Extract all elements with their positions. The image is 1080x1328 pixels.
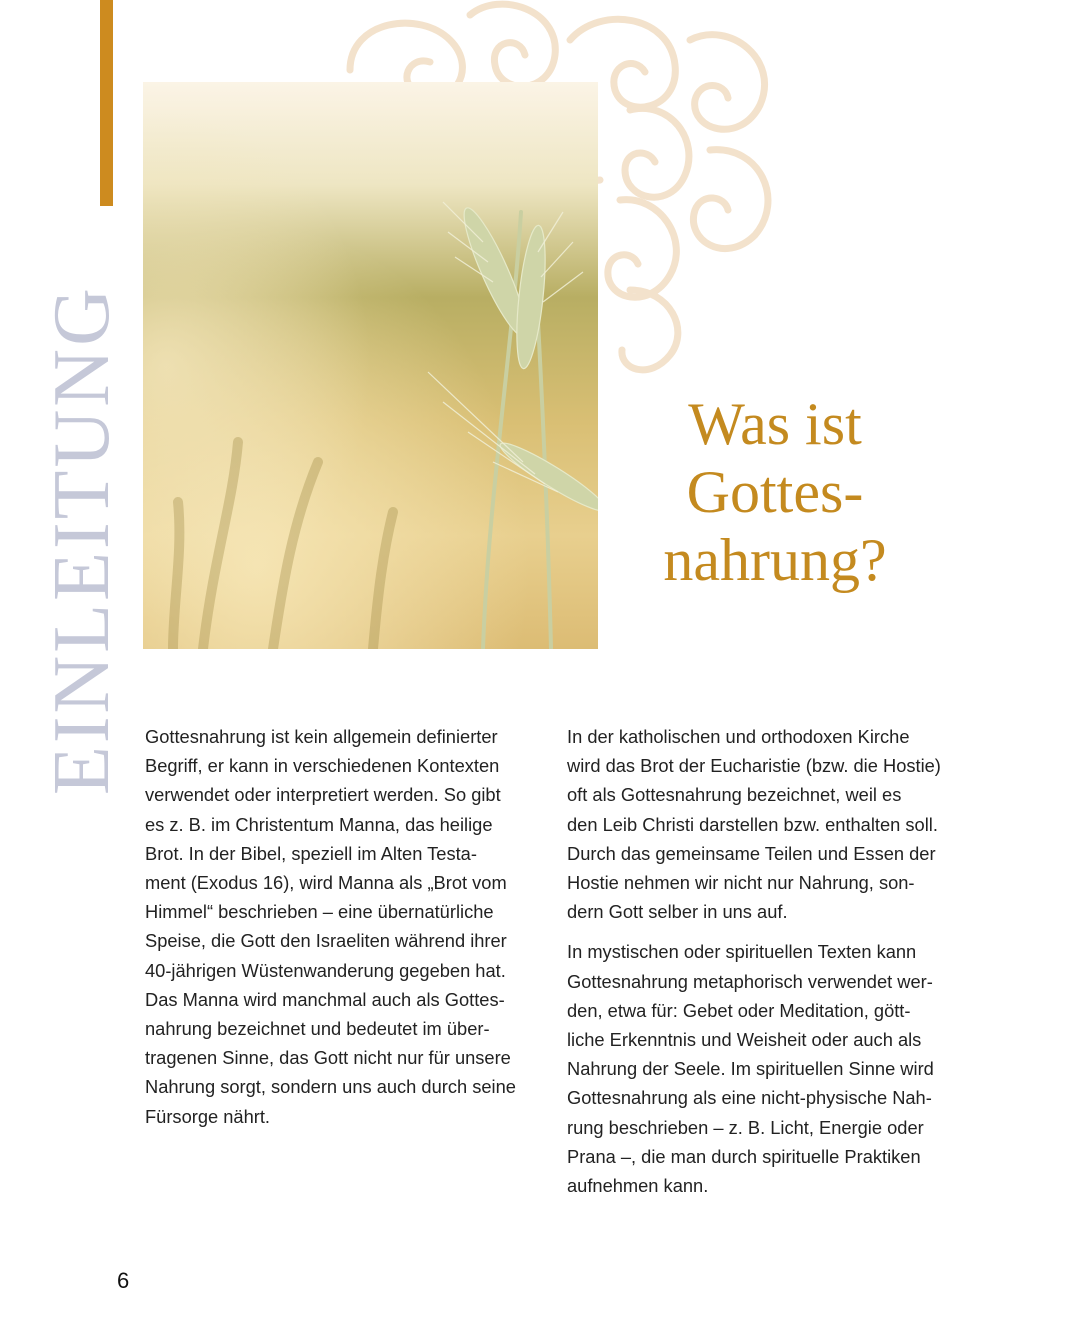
text-line: liche Erkenntnis und Weisheit oder auch als <box>567 1029 922 1051</box>
text-line: Fürsorge nährt. <box>145 1105 270 1127</box>
text-line: Speise, die Gott den Israeliten während ihrer <box>145 930 507 952</box>
text-line: Hostie nehmen wir nicht nur Nahrung, son- <box>567 872 915 894</box>
text-line: Begriff, er kann in verschiedenen Kontexten <box>145 755 500 777</box>
text-line: Gottesnahrung metaphorisch verwendet wer- <box>567 970 933 992</box>
text-line: Prana –, die man durch spirituelle Praktiken <box>567 1145 921 1167</box>
text-column-right <box>567 722 967 1200</box>
text-line: In der katholischen und orthodoxen Kirche <box>567 726 910 747</box>
text-line: Gottesnahrung ist kein allgemein definierter <box>145 726 498 747</box>
page-heading <box>610 390 940 594</box>
text-line: 40-jährigen Wüstenwanderung gegeben hat. <box>145 959 506 981</box>
text-line: Nahrung sorgt, sondern uns auch durch seine <box>145 1076 516 1098</box>
text-line: Das Manna wird manchmal auch als Gottes- <box>145 988 505 1010</box>
text-line: verwendet oder interpretiert werden. So gibt <box>145 784 501 806</box>
text-line: tragenen Sinne, das Gott nicht nur für unsere <box>145 1047 511 1069</box>
wheat-field-photo <box>143 82 598 649</box>
text-line: Himmel“ beschrieben – eine übernatürliche <box>145 901 494 923</box>
text-line: den Leib Christi darstellen bzw. enthalten soll. <box>567 813 938 835</box>
accent-bar <box>100 0 113 206</box>
paragraph <box>145 722 545 1131</box>
text-line: Gottesnahrung als eine nicht-physische Nah- <box>567 1087 932 1109</box>
text-line: ment (Exodus 16), wird Manna als „Brot vom <box>145 872 507 894</box>
heading-line: Gottes- <box>686 459 864 525</box>
text-line: Durch das gemeinsame Teilen und Essen der <box>567 842 936 864</box>
heading-line: Was ist <box>688 391 862 457</box>
paragraph <box>567 937 967 1200</box>
paragraph <box>567 722 967 926</box>
text-line: wird das Brot der Eucharistie (bzw. die Hostie) <box>567 755 941 777</box>
section-label: EINLEITUNG <box>38 285 126 795</box>
heading-line: nahrung? <box>663 527 887 593</box>
text-line: es z. B. im Christentum Manna, das heilige <box>145 813 493 835</box>
text-line: oft als Gottesnahrung bezeichnet, weil es <box>567 784 902 806</box>
text-line: nahrung bezeichnet und bedeutet im über- <box>145 1018 490 1040</box>
text-line: rung beschrieben – z. B. Licht, Energie oder <box>567 1116 924 1138</box>
text-line: Brot. In der Bibel, speziell im Alten Testa- <box>145 842 477 864</box>
text-line: den, etwa für: Gebet oder Meditation, gött- <box>567 999 911 1021</box>
text-column-left <box>145 722 545 1131</box>
text-line: Nahrung der Seele. Im spirituellen Sinne wird <box>567 1058 934 1080</box>
text-line: aufnehmen kann. <box>567 1175 709 1197</box>
page-number: 6 <box>117 1268 130 1293</box>
text-line: In mystischen oder spirituellen Texten kann <box>567 941 917 963</box>
text-line: dern Gott selber in uns auf. <box>567 901 788 923</box>
